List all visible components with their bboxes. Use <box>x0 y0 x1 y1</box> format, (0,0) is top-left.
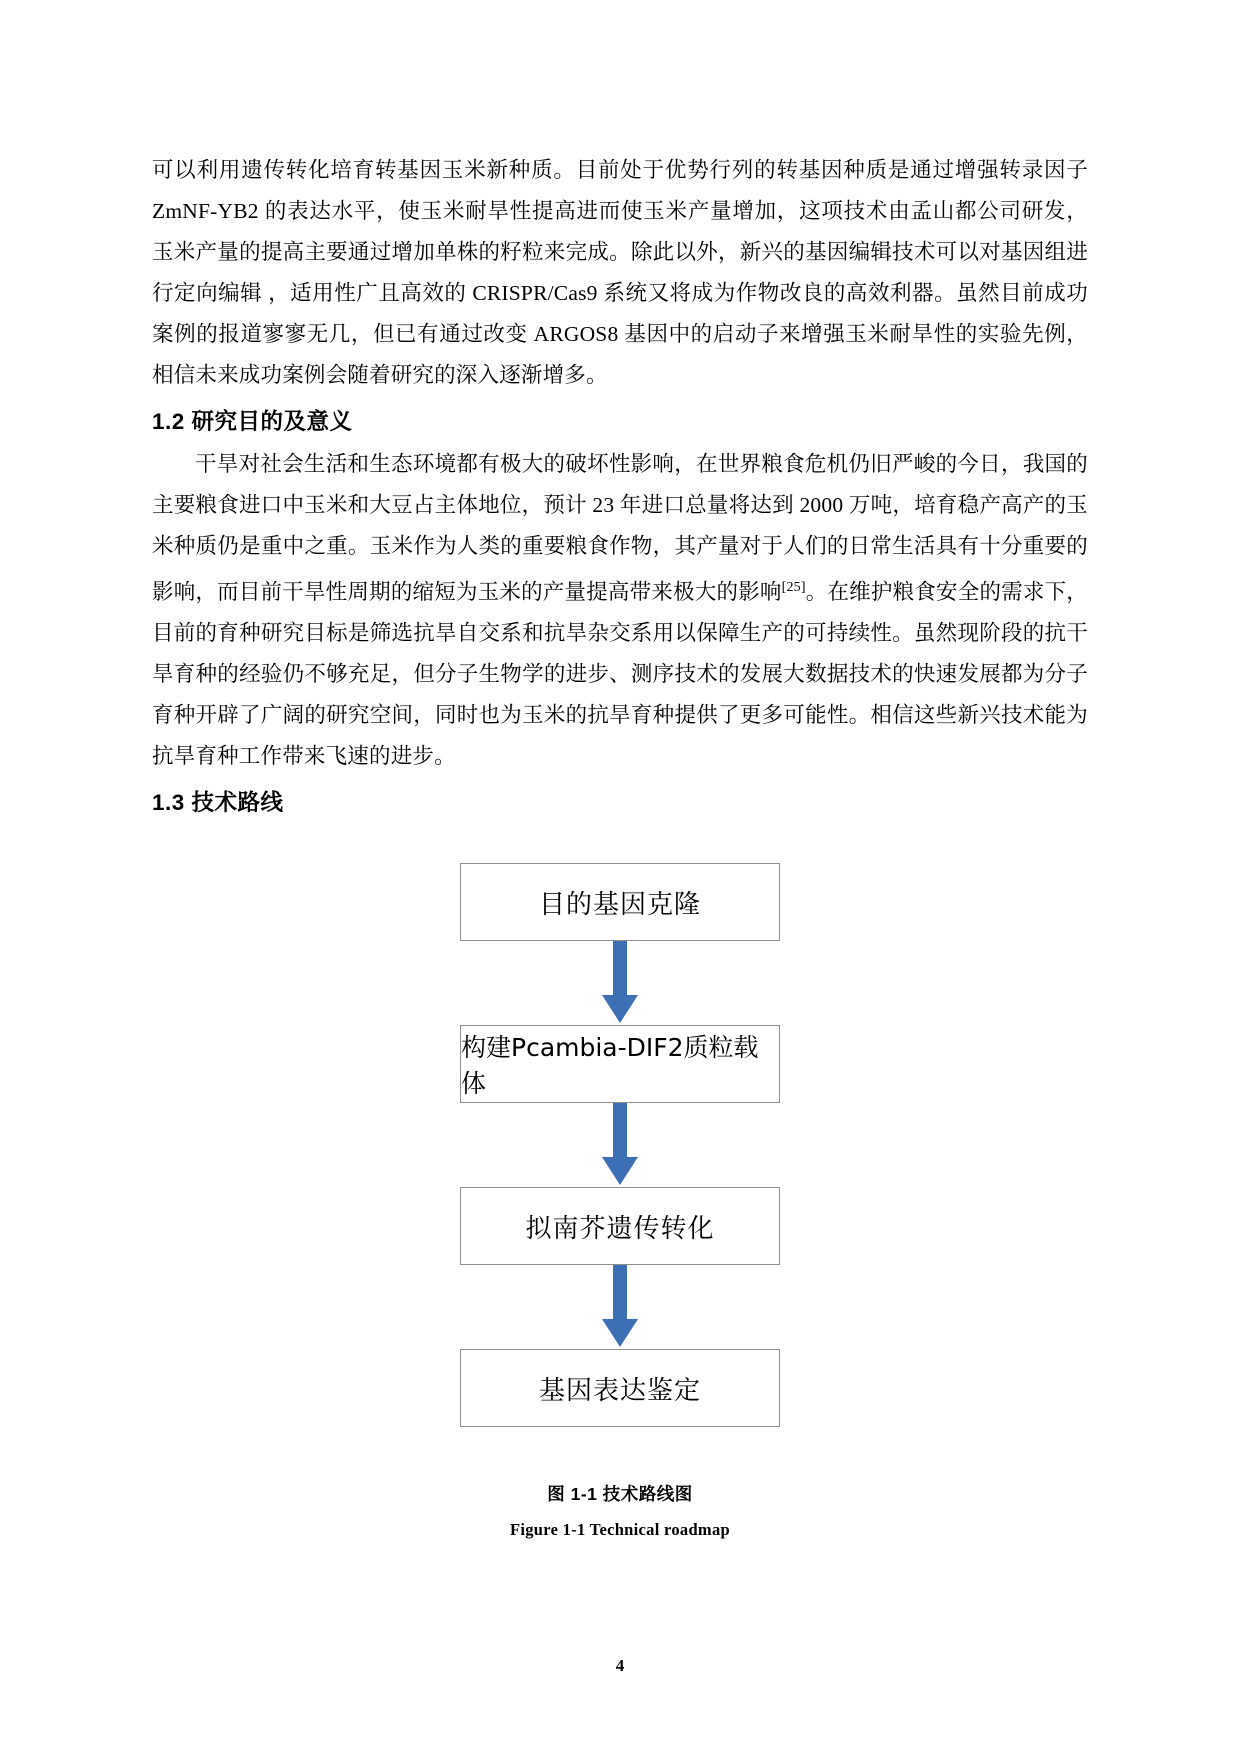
down-arrow-icon <box>600 1103 640 1187</box>
flow-step-label-2: 构建Pcambia-DIF2质粒载体 <box>461 1033 759 1099</box>
paragraph-2-text-before-ref: 干旱对社会生活和生态环境都有极大的破坏性影响，在世界粮食危机仍旧严峻的今日，我国的主要粮食进口中玉米和大豆占主体地位，预计 23 年进口总量将达到 2000 万吨，培育稳产高产的玉米种质仍是重中之重。玉米作为人类的重要粮食作物，其产量对于人们的日常生活具有十分重要的影响，而目前干旱性周期的缩短为玉米的产量提高带来极大的影响 <box>152 452 1088 605</box>
flow-step-label-4: 基因表达鉴定 <box>538 1375 701 1406</box>
paragraph-2-text-after-ref: 。在维护粮食安全的需求下，目前的育种研究目标是筛选抗旱自交系和抗旱杂交系用以保障生产的可持续性。虽然现阶段的抗干旱育种的经验仍不够充足，但分子生物学的进步、测序技术的发展大数据技术的快速发展都为分子育种开辟了广阔的研究空间，同时也为玉米的抗旱育种提供了更多可能性。相信这些新兴技术能为抗旱育种工作带来飞速的进步。 <box>152 580 1088 769</box>
figure-caption-english: Figure 1-1 Technical roadmap <box>509 1520 730 1540</box>
flow-arrow-1 <box>600 941 640 1025</box>
technical-roadmap-flowchart <box>152 863 1088 1540</box>
down-arrow-icon <box>600 941 640 1025</box>
flow-arrow-2 <box>600 1103 640 1187</box>
flow-step-label-1: 目的基因克隆 <box>538 889 701 920</box>
figure-caption-chinese: 图 1-1 技术路线图 <box>547 1484 693 1505</box>
section-heading-1-3: 1.3 技术路线 <box>152 790 284 816</box>
flow-step-label-3: 拟南芥遗传转化 <box>525 1213 715 1244</box>
flow-step-box-3 <box>460 1187 780 1265</box>
flow-step-box-2 <box>460 1025 780 1103</box>
body-paragraph-2 <box>152 444 1088 777</box>
flow-step-box-1 <box>460 863 780 941</box>
citation-reference: [25] <box>781 580 806 595</box>
flow-step-box-4 <box>460 1349 780 1427</box>
section-heading-1-2: 1.2 研究目的及意义 <box>152 409 353 434</box>
page-number: 4 <box>615 1656 625 1675</box>
flow-arrow-3 <box>600 1265 640 1349</box>
down-arrow-icon <box>600 1265 640 1349</box>
body-paragraph-1: 可以利用遗传转化培育转基因玉米新种质。目前处于优势行列的转基因种质是通过增强转录因子 ZmNF-YB2 的表达水平，使玉米耐旱性提高进而使玉米产量增加，这项技术由孟山都公司研发，玉米产量的提高主要通过增加单株的籽粒来完成。除此以外，新兴的基因编辑技术可以对基因组进行定向编辑 ，适用性广且高效的 CRISPR/Cas9 系统又将成为作物改良的高效利器。虽然目前成功案例的报道寥寥无几，但已有通过改变 ARGOS8 基因中的启动子来增强玉米耐旱性的实验先例，相信未来成功案例会随着研究的深入逐渐增多。 <box>152 158 1088 387</box>
